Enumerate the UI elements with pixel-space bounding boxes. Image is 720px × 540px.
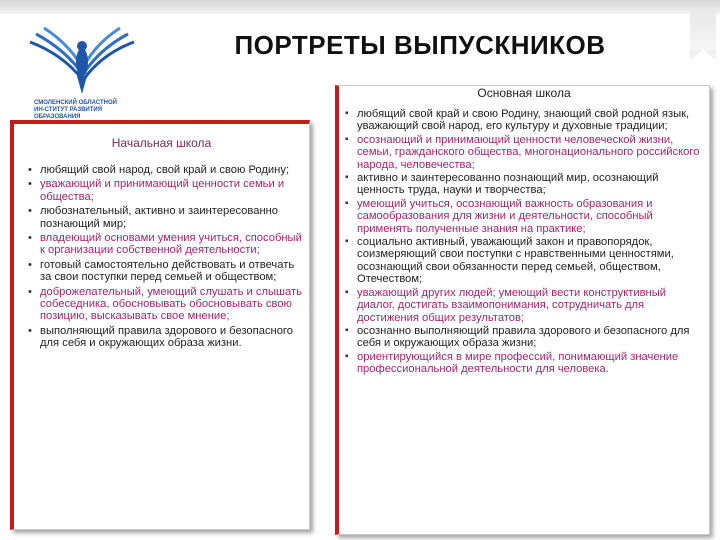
list-item: ▪ умеющий учиться, осознающий важность образования и самообразования для жизни и деятельности, способный применять полученные знания на практике;	[345, 198, 703, 235]
list-item: ▪ активно и заинтересованно познающий мир, осознающий ценность труда, науки и творчества;	[345, 172, 703, 197]
list-item: ▪ любящий свой край и свою Родину, знающий свой родной язык, уважающий свой народ, его культуру и духовные традиции;	[345, 108, 703, 133]
list-item: • выполняющий правила здорового и безопасного для себя и окружающих образа жизни.	[28, 325, 303, 350]
bird-emblem-icon	[22, 24, 142, 104]
top-band	[0, 0, 720, 14]
list-item: ▪ ориентирующийся в мире профессий, понимающий значение профессиональной деятельности для человека.	[345, 351, 703, 376]
list-item: • любознательный, активно и заинтересованно познающий мир;	[28, 205, 303, 230]
primary-school-list	[14, 156, 309, 350]
list-item: ▪ социально активный, уважающий закон и правопорядок, соизмеряющий свои поступки с нравственными ценностями, осознающий свои обязанности перед семьей, обществом, Отечеством;	[345, 236, 703, 286]
basic-school-list	[339, 106, 709, 376]
basic-school-panel	[335, 85, 710, 535]
logo-text-line2: ИН-СТИТУТ РАЗВИТИЯ ОБРАЗОВАНИЯ	[34, 107, 103, 120]
list-item: • владеющий основами умения учиться, способный к организации собственной деятельности;	[28, 232, 303, 257]
logo-text-line1: СМОЛЕНСКИЙ ОБЛАСТНОЙ	[34, 100, 117, 106]
primary-school-panel	[10, 120, 310, 530]
primary-school-title: Начальная школа	[111, 136, 212, 150]
list-item: ▪ осознающий и принимающий ценности человеческой жизни, семьи, гражданского общества, многонационального российского народа, человечества;	[345, 134, 703, 171]
list-item: • уважающий и принимающий ценности семьи и общества;	[28, 178, 303, 203]
list-item: • доброжелательный, умеющий слушать и слышать собеседника, обосновывать обосновывать свою позицию, высказывать свое мнение;	[28, 286, 303, 323]
corner-ribbon	[690, 10, 716, 50]
logo-caption	[34, 100, 144, 121]
basic-school-title: Основная школа	[477, 86, 571, 100]
list-item: ▪ осознанно выполняющий правила здорового и безопасного для себя и окружающих образа жизни;	[345, 325, 703, 350]
list-item: ▪ уважающий других людей; умеющий вести конструктивный диалог, достигать взаимопонимания, сотрудничать для достижения общих результатов;	[345, 287, 703, 324]
list-item: • готовый самостоятельно действовать и отвечать за свои поступки перед семьей и обществом;	[28, 259, 303, 284]
slide-title: ПОРТРЕТЫ ВЫПУСКНИКОВ	[234, 30, 606, 60]
list-item: • любящий свой народ, свой край и свою Родину;	[28, 164, 303, 176]
